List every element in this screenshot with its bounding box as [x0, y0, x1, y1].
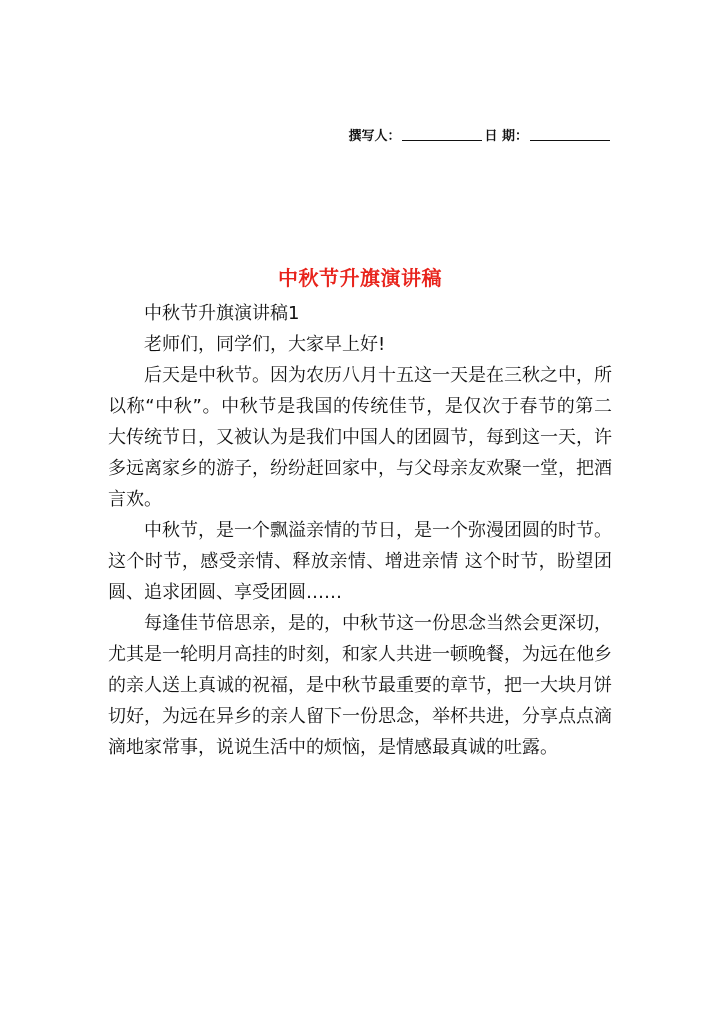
document-title: 中秋节升旗演讲稿 [278, 266, 442, 290]
date-blank-line [530, 139, 610, 141]
paragraph: 中秋节，是一个飘溢亲情的节日，是一个弥漫团圆的时节。这个时节，感受亲情、释放亲情、增进亲情 这个时节，盼望团圆、追求团圆、享受团圆…… [108, 520, 612, 603]
paragraph: 后天是中秋节。因为农历八月十五这一天是在三秋之中，所以称“中秋”。中秋节是我国的传统佳节，是仅次于春节的第二大传统节日，又被认为是我们中国人的团圆节，每到这一天，许多远离家乡的游子，纷纷赶回家中，与父母亲友欢聚一堂，把酒言欢。 [108, 365, 612, 510]
document-body [108, 298, 612, 763]
paragraph: 每逢佳节倍思亲，是的，中秋节这一份思念当然会更深切，尤其是一轮明月高挂的时刻，和家人共进一顿晚餐，为远在他乡的亲人送上真诚的祝福，是中秋节最重要的章节，把一大块月饼切好，为远在异乡的亲人留下一份思念，举杯共进，分享点点滴滴地家常事，说说生活中的烦恼，是情感最真诚的吐露。 [108, 613, 612, 758]
author-blank-line [402, 139, 482, 141]
document-header [348, 124, 612, 144]
paragraph-greeting: 老师们，同学们，大家早上好! [144, 334, 386, 355]
author-label: 撰写人： [348, 129, 401, 144]
date-label: 日 期： [484, 129, 528, 144]
paragraph-subtitle: 中秋节升旗演讲稿1 [144, 303, 300, 324]
